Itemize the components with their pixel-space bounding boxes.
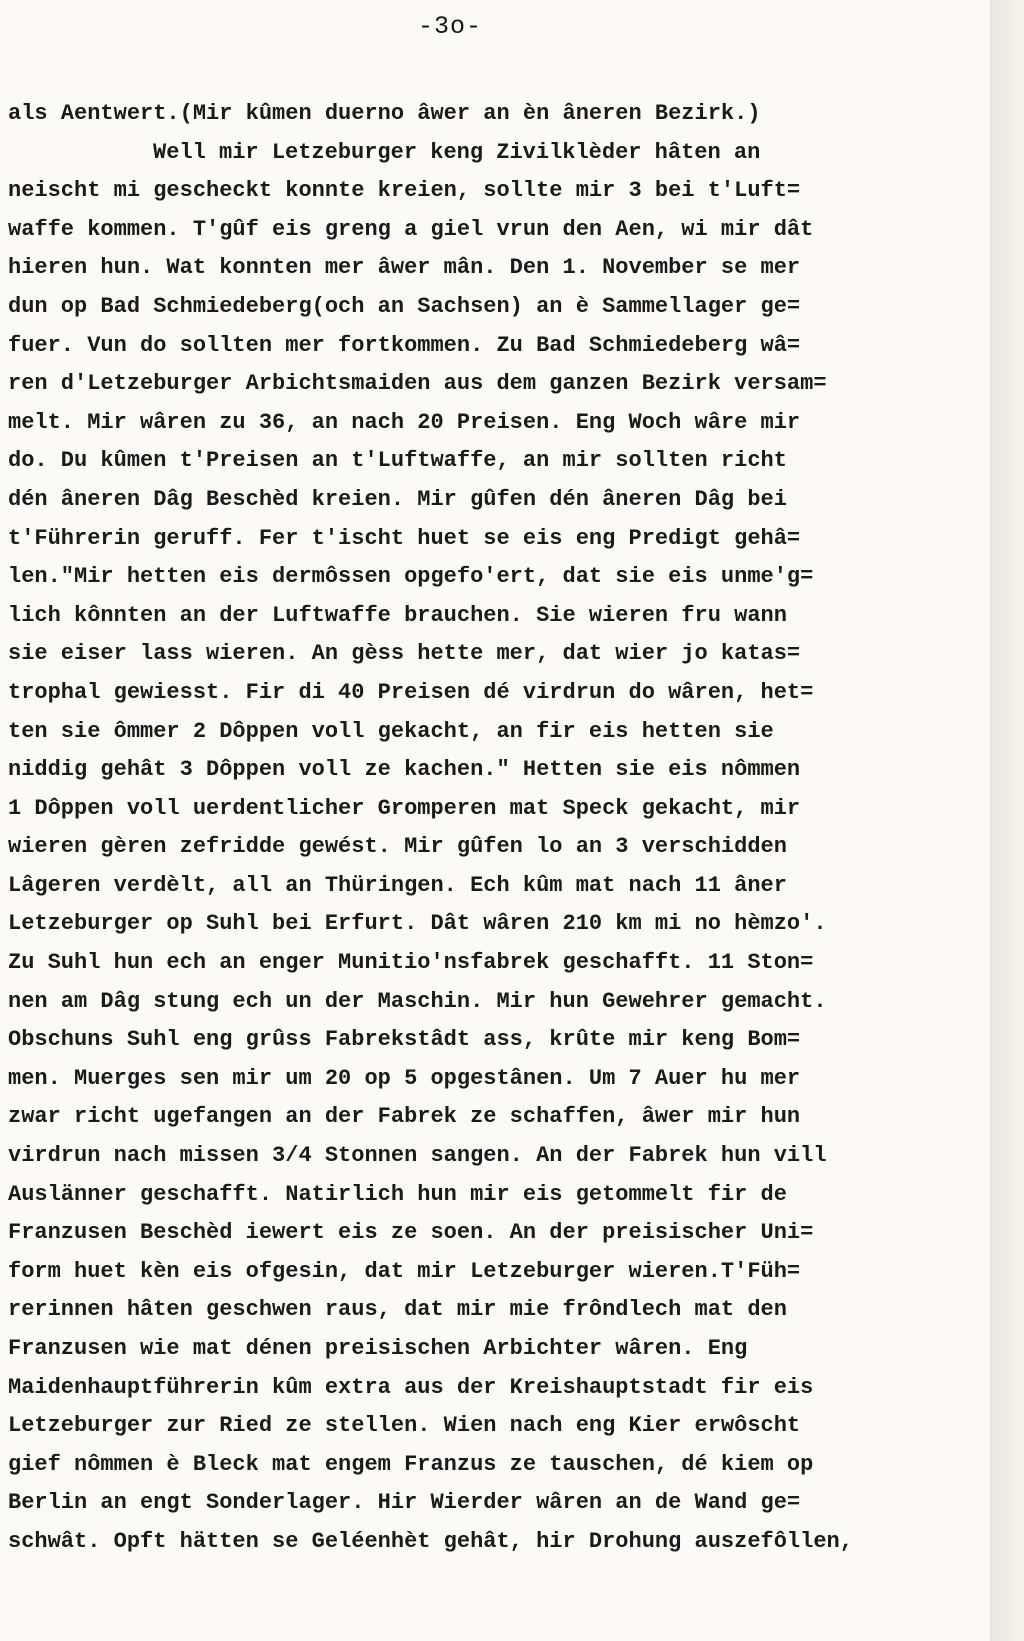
text-line: t'Führerin geruff. Fer t'ischt huet se eis eng Predigt gehâ= bbox=[8, 525, 801, 551]
text-line: waffe kommen. T'gûf eis greng a giel vrun den Aen, wi mir dât bbox=[8, 216, 814, 242]
typewritten-text bbox=[8, 95, 983, 1562]
text-line: sie eiser lass wieren. An gèss hette mer, dat wier jo katas= bbox=[8, 641, 801, 667]
text-line: melt. Mir wâren zu 36, an nach 20 Preisen. Eng Woch wâre mir bbox=[8, 409, 801, 435]
page-edge bbox=[990, 0, 1024, 1641]
text-line: Lâgeren verdèlt, all an Thüringen. Ech kûm mat nach 11 âner bbox=[8, 872, 787, 898]
text-line: Obschuns Suhl eng grûss Fabrekstâdt ass, krûte mir keng Bom= bbox=[8, 1027, 801, 1053]
text-line: Franzusen Beschèd iewert eis ze soen. An der preisischer Uni= bbox=[8, 1220, 814, 1246]
text-line: Auslänner geschafft. Natirlich hun mir eis getommelt fir de bbox=[8, 1181, 787, 1207]
text-line: do. Du kûmen t'Preisen an t'Luftwaffe, an mir sollten richt bbox=[8, 448, 787, 474]
text-line: ren d'Letzeburger Arbichtsmaiden aus dem ganzen Bezirk versam= bbox=[8, 371, 827, 397]
text-line: 1 Dôppen voll uerdentlicher Gromperen mat Speck gekacht, mir bbox=[8, 795, 801, 821]
text-line: niddig gehât 3 Dôppen voll ze kachen." Hetten sie eis nômmen bbox=[8, 757, 801, 783]
text-line: schwât. Opft hätten se Geléenhèt gehât, hir Drohung auszefôllen, bbox=[8, 1528, 853, 1554]
text-line: lich kônnten an der Luftwaffe brauchen. Sie wieren fru wann bbox=[8, 602, 787, 628]
text-line: neischt mi gescheckt konnte kreien, sollte mir 3 bei t'Luft= bbox=[8, 178, 801, 204]
text-line: als Aentwert.(Mir kûmen duerno âwer an èn âneren Bezirk.) bbox=[8, 101, 761, 126]
text-line: virdrun nach missen 3/4 Stonnen sangen. An der Fabrek hun vill bbox=[8, 1143, 827, 1169]
text-line: hieren hun. Wat konnten mer âwer mân. Den 1. November se mer bbox=[8, 255, 801, 281]
text-line: wieren gèren zefridde gewést. Mir gûfen lo an 3 verschidden bbox=[8, 834, 787, 860]
text-line: len."Mir hetten eis dermôssen opgefo'ert, dat sie eis unme'g= bbox=[8, 564, 814, 590]
text-line: Letzeburger zur Ried ze stellen. Wien nach eng Kier erwôscht bbox=[8, 1413, 801, 1439]
text-line: form huet kèn eis ofgesin, dat mir Letzeburger wieren.T'Füh= bbox=[8, 1258, 801, 1284]
text-line: Maidenhauptführerin kûm extra aus der Kreishauptstadt fir eis bbox=[8, 1374, 814, 1400]
text-line: Zu Suhl hun ech an enger Munitio'nsfabrek geschafft. 11 Ston= bbox=[8, 950, 814, 976]
text-line: nen am Dâg stung ech un der Maschin. Mir hun Gewehrer gemacht. bbox=[8, 988, 827, 1014]
text-line: trophal gewiesst. Fir di 40 Preisen dé virdrun do wâren, het= bbox=[8, 679, 814, 705]
text-line: ten sie ômmer 2 Dôppen voll gekacht, an fir eis hetten sie bbox=[8, 718, 774, 744]
text-line: Franzusen wie mat dénen preisischen Arbichter wâren. Eng bbox=[8, 1336, 748, 1361]
page-number: -3o- bbox=[417, 12, 482, 41]
text-line: gief nômmen è Bleck mat engem Franzus ze tauschen, dé kiem op bbox=[8, 1451, 814, 1477]
text-line: dun op Bad Schmiedeberg(och an Sachsen) an è Sammellager ge= bbox=[8, 293, 801, 319]
text-line: Letzeburger op Suhl bei Erfurt. Dât wâren 210 km mi no hèmzo'. bbox=[8, 911, 827, 937]
text-line: fuer. Vun do sollten mer fortkommen. Zu Bad Schmiedeberg wâ= bbox=[8, 332, 801, 358]
text-line: Berlin an engt Sonderlager. Hir Wierder wâren an de Wand ge= bbox=[8, 1490, 801, 1516]
text-line: Well mir Letzeburger keng Zivilklèder hâten an bbox=[153, 139, 761, 165]
text-line: rerinnen hâten geschwen raus, dat mir mie frôndlech mat den bbox=[8, 1297, 787, 1323]
text-line: dén âneren Dâg Beschèd kreien. Mir gûfen dén âneren Dâg bei bbox=[8, 486, 787, 512]
text-line: men. Muerges sen mir um 20 op 5 opgestânen. Um 7 Auer hu mer bbox=[8, 1065, 801, 1091]
text-line: zwar richt ugefangen an der Fabrek ze schaffen, âwer mir hun bbox=[8, 1104, 801, 1130]
